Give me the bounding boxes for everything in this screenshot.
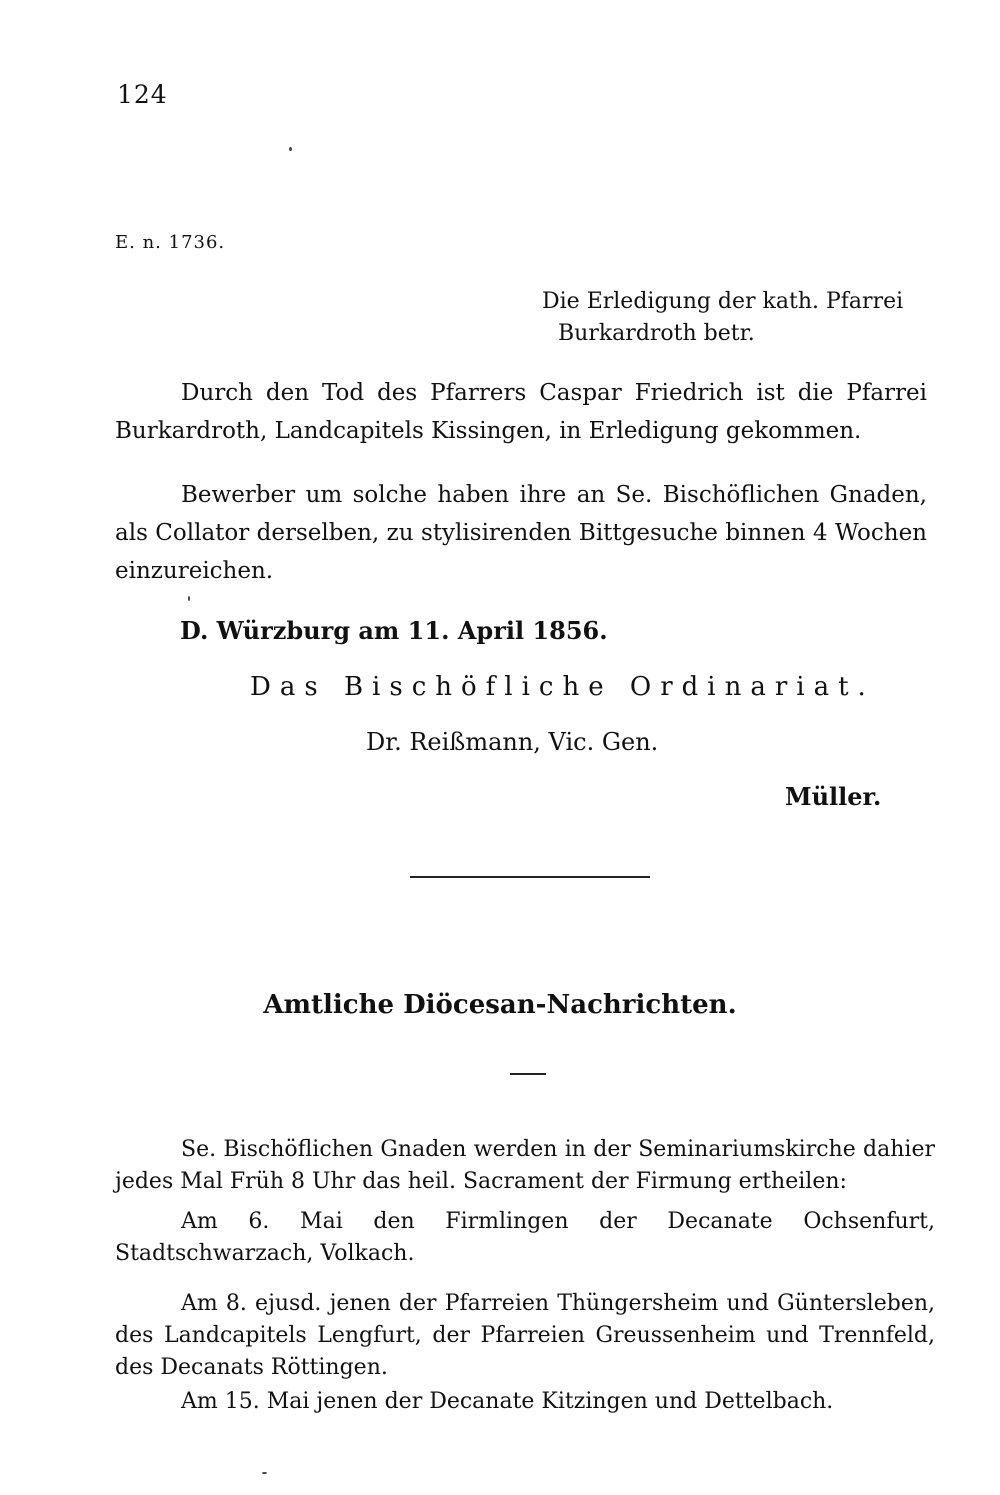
signature-secretary: Müller. <box>785 782 882 811</box>
news-item: Am 15. Mai jenen der Decanate Kitzingen und Dettelbach. <box>181 1389 834 1414</box>
news-item: Am 8. ejusd. jenen der Pfarreien Thüngersheim und Güntersleben, des Landcapitels Lengfurt, der Pfarreien Greussenheim und Trennfeld, des Decanats Röttingen. <box>115 1291 935 1380</box>
subject-line <box>520 286 940 350</box>
paragraph-applicants: Bewerber um solche haben ihre an Se. Bischöflichen Gnaden, als Collator derselben, zu stylisirenden Bittgesuche binnen 4 Wochen einzureichen. <box>115 482 927 584</box>
paragraph-vacancy: Durch den Tod des Pfarrers Caspar Friedrich ist die Pfarrei Burkardroth, Landcapitels Kissingen, in Erledigung gekommen. <box>115 380 927 444</box>
news-item: Am 6. Mai den Firmlingen der Decanate Ochsenfurt, Stadtschwarzach, Volkach. <box>115 1209 935 1266</box>
ink-speck <box>188 596 190 601</box>
subject-line-1: Die Erledigung der kath. Pfarrei <box>542 289 904 314</box>
section-heading: Amtliche Diöcesan-Nachrichten. <box>263 990 737 1020</box>
signature-vicar-general: Dr. Reißmann, Vic. Gen. <box>366 728 659 756</box>
issuing-authority: Das Bischöfliche Ordinariat. <box>250 672 875 702</box>
section-divider <box>410 876 650 878</box>
page-number: 124 <box>117 80 168 109</box>
reference-number: E. n. 1736. <box>115 232 226 253</box>
heading-rule <box>510 1073 546 1075</box>
dateline: D. Würzburg am 11. April 1856. <box>180 616 608 645</box>
news-intro: Se. Bischöflichen Gnaden werden in der Seminariumskirche dahier jedes Mal Früh 8 Uhr das heil. Sacrament der Firmung ertheilen: <box>115 1137 935 1194</box>
ink-speck <box>289 147 292 151</box>
ink-speck <box>262 1472 267 1474</box>
subject-line-2: Burkardroth betr. <box>558 321 755 346</box>
